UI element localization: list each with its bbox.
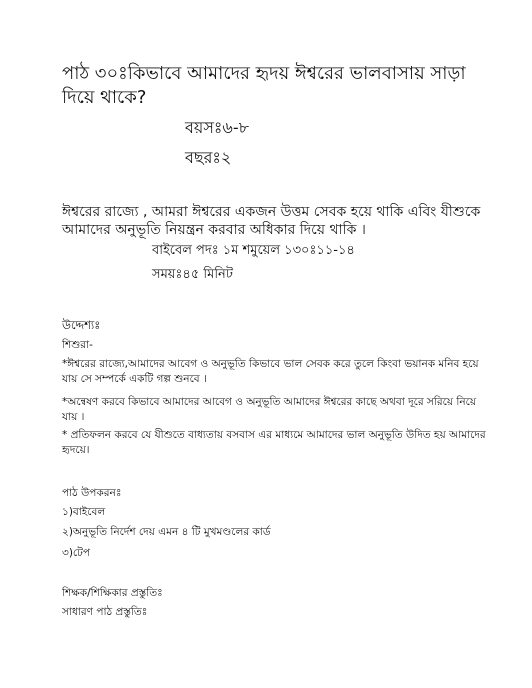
lesson-duration: সময়ঃ৪৫ মিনিট: [152, 267, 233, 282]
material-item: ৩)টেপ: [62, 547, 91, 559]
year-label: বছরঃ২: [185, 148, 232, 167]
objective-item: *অন্বেষণ করবে কিভাবে আমাদের আবেগ ও অনুভূতি আমাদের ঈশ্বরের কাছে অথবা দূরে সরিয়ে নিয়ে যায় ।: [62, 396, 477, 423]
objectives-heading: উদ্দেশ্যঃ: [62, 318, 101, 332]
general-prep-heading: সাধারণ পাঠ প্রস্তুতিঃ: [62, 606, 148, 618]
objectives-audience: শিশুরা-: [62, 339, 93, 351]
material-item: ১)বাইবেল: [62, 506, 106, 518]
bible-reference: বাইবেল পদঃ ১ম শমুয়েল ১৩০ঃ১১-১৪: [152, 243, 355, 258]
age-range: বয়সঃ৬-৮: [185, 118, 249, 137]
objective-item: * প্রতিফলন করবে যে যীশুতে বাধ্যতায় বসবাস এর মাধ্যমে আমাদের ভাল অনুভূতি উদিত হয় আমাদের হৃদয়ে।: [62, 429, 486, 456]
lesson-intro: ঈশ্বরের রাজ্যে , আমরা ঈশ্বরের একজন উত্তম সেবক হয়ে থাকি এবিং যীশুকে আমাদের অনুভূতি নিয়ন্ত্রন করবার অধিকার দিয়ে থাকি ।: [62, 204, 481, 238]
teacher-prep-heading: শিক্ষক/শিক্ষিকার প্রস্তুতিঃ: [62, 587, 163, 599]
lesson-title: পাঠ ৩০ঃকিভাবে আমাদের হৃদয় ঈশ্বরের ভালবাসায় সাড়া দিয়ে থাকে?: [62, 63, 466, 108]
objective-item: *ঈশ্বরের রাজ্যে,আমাদের আবেগ ও অনুভূতি কিভাবে ভাল সেবক করে তুলে কিংবা ভয়ানক মনিব হয়ে যায় সে সম্পর্কে একটি গল্প শুনবে ।: [62, 358, 479, 385]
materials-heading: পাঠ উপকরনঃ: [62, 487, 122, 499]
material-item: ২)অনুভূতি নির্দেশ দেয় এমন ৪ টি মুখমণ্ডলের কার্ড: [62, 526, 271, 538]
